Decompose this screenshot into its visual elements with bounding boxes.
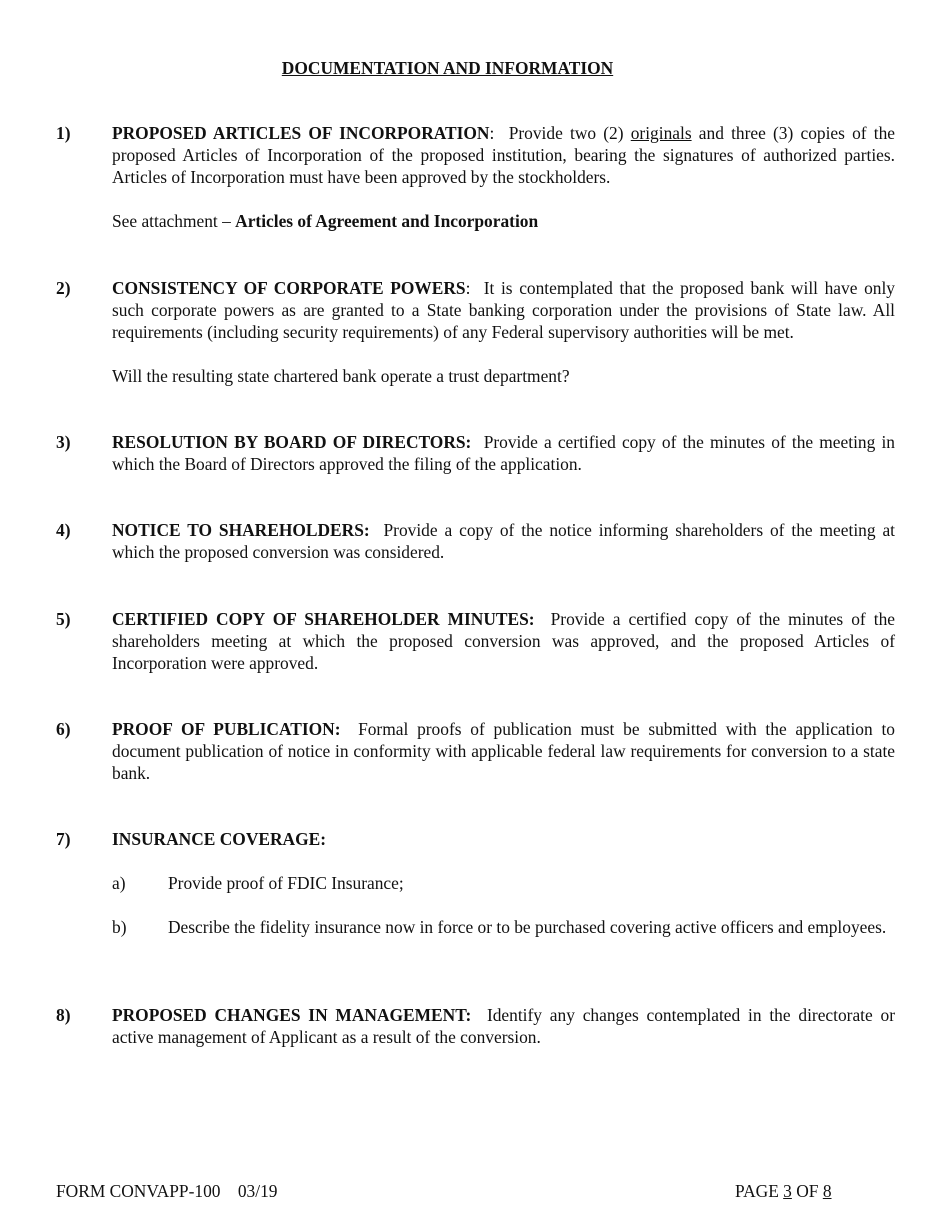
subitem-letter: a)	[112, 873, 126, 893]
section-heading: NOTICE TO SHAREHOLDERS:	[112, 520, 370, 540]
section-1: 1) PROPOSED ARTICLES OF INCORPORATION: Provide two (2) originals and three (3) copies of the proposed Articles of Incorporation of the proposed institution, bearing the signatures of authorized parties. Articles of Incorporation must have been approved by the stockholders. See attachment – Articles of Agreement and Incorporation	[56, 123, 896, 231]
section-number: 3)	[56, 432, 71, 452]
section-number: 7)	[56, 829, 71, 849]
section-number: 8)	[56, 1005, 71, 1025]
section-text-cont: and three (3) copies of the proposed Articles of Incorporation of the proposed institution, bearing the signatures of authorized parties. Articles of Incorporation must have been approved by the stockholders.	[112, 123, 896, 187]
section-heading: RESOLUTION BY BOARD OF DIRECTORS:	[112, 432, 472, 452]
section-text: Provide a copy of the notice informing shareholders of the meeting at which the proposed conversion was considered.	[112, 520, 895, 562]
section-text: Provide two (2)	[508, 123, 631, 143]
section-heading: CONSISTENCY OF CORPORATE POWERS	[112, 278, 466, 298]
section-8	[56, 1004, 895, 1048]
section-heading: INSURANCE COVERAGE:	[112, 829, 327, 849]
section-5	[56, 608, 895, 674]
attachment-note: See attachment – Articles of Agreement and Incorporation	[112, 211, 539, 231]
trust-question: Will the resulting state chartered bank operate a trust department?	[112, 366, 570, 386]
section-3	[56, 431, 895, 475]
section-number: 4)	[56, 520, 71, 540]
current-page: 3	[783, 1181, 792, 1201]
section-7	[56, 828, 895, 938]
section-number: 6)	[56, 719, 71, 739]
form-name: FORM CONVAPP-100	[56, 1181, 221, 1201]
section-2: 2) CONSISTENCY OF CORPORATE POWERS: It is contemplated that the proposed bank will have only such corporate powers as are granted to a State banking corporation under the provisions of State law. All requirements (including security requirements) of any Federal supervisory authorities will be met. Will the resulting state chartered bank operate a trust department?	[56, 278, 895, 386]
subitem-text: Provide proof of FDIC Insurance;	[168, 873, 404, 893]
subitem-a	[112, 872, 895, 894]
section-text: Provide a certified copy of the minutes of the shareholders meeting at which the proposed conversion was approved, and the proposed Articles of Incorporation were approved.	[112, 609, 895, 673]
section-text: Formal proofs of publication must be submitted with the application to document publication of notice in conformity with applicable federal law requirements for conversion to a state bank.	[112, 719, 895, 783]
subitem-letter: b)	[112, 917, 127, 937]
section-text: Provide a certified copy of the minutes of the meeting in which the Board of Directors approved the filing of the application.	[112, 432, 895, 474]
underlined-word: originals	[630, 123, 692, 143]
subitem-text: Describe the fidelity insurance now in force or to be purchased covering active officers and employees.	[168, 917, 887, 937]
subitem-b	[112, 916, 895, 938]
section-number: 2)	[56, 278, 71, 298]
section-heading: PROPOSED CHANGES IN MANAGEMENT:	[112, 1005, 472, 1025]
section-heading: PROOF OF PUBLICATION:	[112, 719, 341, 739]
section-6	[56, 718, 895, 784]
section-heading: PROPOSED ARTICLES OF INCORPORATION	[112, 123, 490, 143]
page-title: DOCUMENTATION AND INFORMATION	[281, 58, 614, 78]
section-text: Identify any changes contemplated in the directorate or active management of Applicant as a result of the conversion.	[112, 1005, 896, 1047]
section-text: It is contemplated that the proposed bank will have only such corporate powers as are granted to a State banking corporation under the provisions of State law. All requirements (including security requirements) of any Federal supervisory authorities will be met.	[112, 278, 895, 342]
form-identifier	[56, 1180, 277, 1202]
section-number: 1)	[56, 123, 71, 143]
section-heading: CERTIFIED COPY OF SHAREHOLDER MINUTES:	[112, 609, 535, 629]
attachment-title: Articles of Agreement and Incorporation	[235, 211, 539, 231]
section-number: 5)	[56, 609, 71, 629]
section-4	[56, 519, 895, 563]
page-number: PAGE 3 OF 8	[735, 1181, 832, 1201]
form-date: 03/19	[237, 1181, 278, 1201]
total-pages: 8	[822, 1181, 832, 1201]
